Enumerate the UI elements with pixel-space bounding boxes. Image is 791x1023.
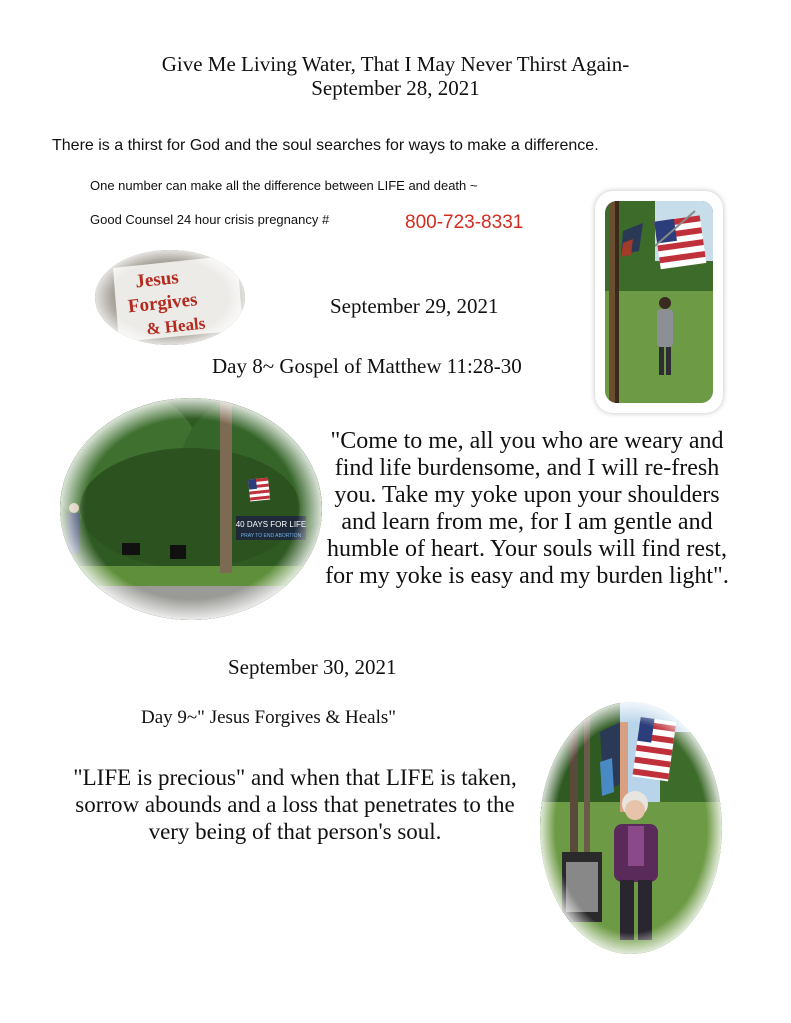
flag-woman-photo <box>595 191 723 413</box>
phone-number: 800-723-8331 <box>405 212 524 233</box>
sign-photo <box>95 250 245 345</box>
scripture-quote: "Come to me, all you who are weary and find life burdensome, and I will re-fresh you. Take my yoke upon your shoulders and learn from me, for I am gentle and humble of heart. Your souls will find rest, for my yoke is easy and my burden light". <box>325 428 729 589</box>
day8-heading: Day 8~ Gospel of Matthew 11:28-30 <box>212 354 522 378</box>
title-date: September 28, 2021 <box>311 76 480 100</box>
date-september-30: September 30, 2021 <box>228 655 397 679</box>
elderly-woman-photo <box>540 702 722 954</box>
life-reflection-text: "LIFE is precious" and when that LIFE is taken, sorrow abounds and a loss that penetrates to the very being of that person's soul. <box>73 765 517 844</box>
roadside-photo <box>60 398 322 620</box>
title-line-1: Give Me Living Water, That I May Never Thirst Again- <box>161 52 630 76</box>
counsel-label: Good Counsel 24 hour crisis pregnancy # <box>90 212 330 227</box>
intro-text: There is a thirst for God and the soul searches for ways to make a difference. <box>52 137 599 154</box>
sign-photo-art <box>95 250 245 345</box>
one-number-text: One number can make all the difference between LIFE and death ~ <box>90 178 478 193</box>
date-september-29: September 29, 2021 <box>330 294 499 318</box>
day9-heading: Day 9~" Jesus Forgives & Heals" <box>141 707 397 728</box>
page-title <box>0 52 791 100</box>
roadside-photo-art <box>60 398 322 620</box>
elderly-woman-photo-art <box>540 702 722 954</box>
flag-woman-photo-art <box>595 191 723 413</box>
